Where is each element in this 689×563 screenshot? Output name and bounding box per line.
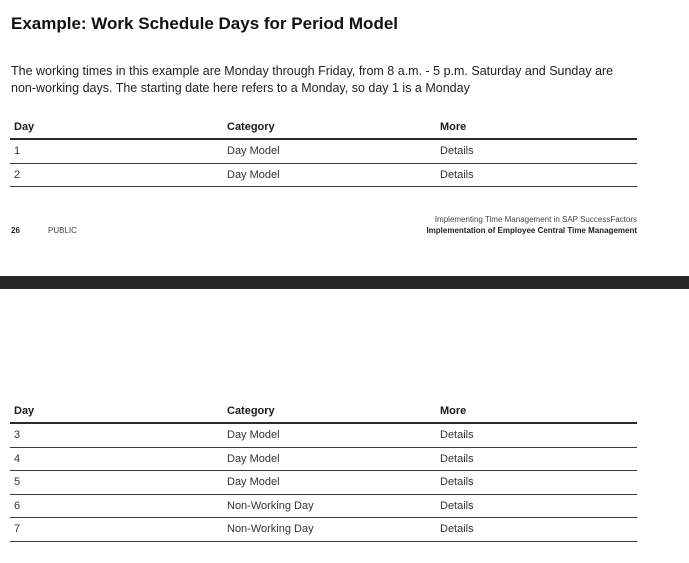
- cell-more: Details: [436, 471, 637, 495]
- book-title: Implementing Time Management in SAP SuccessFactors: [434, 215, 637, 224]
- table-row: [10, 518, 637, 542]
- table-row: [10, 139, 637, 163]
- work-schedule-days-table-part-1: [10, 116, 637, 187]
- cell-day: 3: [10, 423, 223, 447]
- page-separator: [0, 276, 689, 289]
- document-page-27: [0, 289, 689, 563]
- cell-category: Non-Working Day: [223, 518, 436, 542]
- cell-more: Details: [436, 518, 637, 542]
- cell-more: Details: [436, 447, 637, 471]
- table-row: [10, 471, 637, 495]
- cell-category: Day Model: [223, 423, 436, 447]
- classification-label: PUBLIC: [48, 226, 77, 235]
- cell-more: Details: [436, 163, 637, 187]
- chapter-title: Implementation of Employee Central Time Management: [426, 226, 637, 235]
- cell-day: 2: [10, 163, 223, 187]
- intro-paragraph: The working times in this example are Monday through Friday, from 8 a.m. - 5 p.m. Saturday and Sunday are non-working days. The starting date here refers to a Monday, so day 1 is a Monday: [11, 64, 614, 95]
- page-number: 26: [11, 226, 20, 235]
- cell-day: 4: [10, 447, 223, 471]
- footer-titles: [426, 214, 637, 236]
- document-page-26: [0, 0, 689, 276]
- cell-category: Day Model: [223, 447, 436, 471]
- cell-more: Details: [436, 139, 637, 163]
- table-header-row: [10, 400, 637, 423]
- cell-day: 6: [10, 494, 223, 518]
- cell-day: 5: [10, 471, 223, 495]
- cell-more: Details: [436, 494, 637, 518]
- cell-category: Day Model: [223, 471, 436, 495]
- cell-category: Non-Working Day: [223, 494, 436, 518]
- column-header-more: More: [436, 116, 637, 139]
- column-header-day: Day: [10, 116, 223, 139]
- cell-category: Day Model: [223, 139, 436, 163]
- column-header-more: More: [436, 400, 637, 423]
- table-row: [10, 447, 637, 471]
- cell-more: Details: [436, 423, 637, 447]
- cell-category: Day Model: [223, 163, 436, 187]
- table-row: [10, 423, 637, 447]
- work-schedule-days-table-part-2: [10, 400, 637, 542]
- cell-day: 1: [10, 139, 223, 163]
- column-header-day: Day: [10, 400, 223, 423]
- table-row: [10, 494, 637, 518]
- cell-day: 7: [10, 518, 223, 542]
- section-heading: Example: Work Schedule Days for Period Model: [11, 14, 399, 33]
- column-header-category: Category: [223, 116, 436, 139]
- table-header-row: [10, 116, 637, 139]
- table-row: [10, 163, 637, 187]
- column-header-category: Category: [223, 400, 436, 423]
